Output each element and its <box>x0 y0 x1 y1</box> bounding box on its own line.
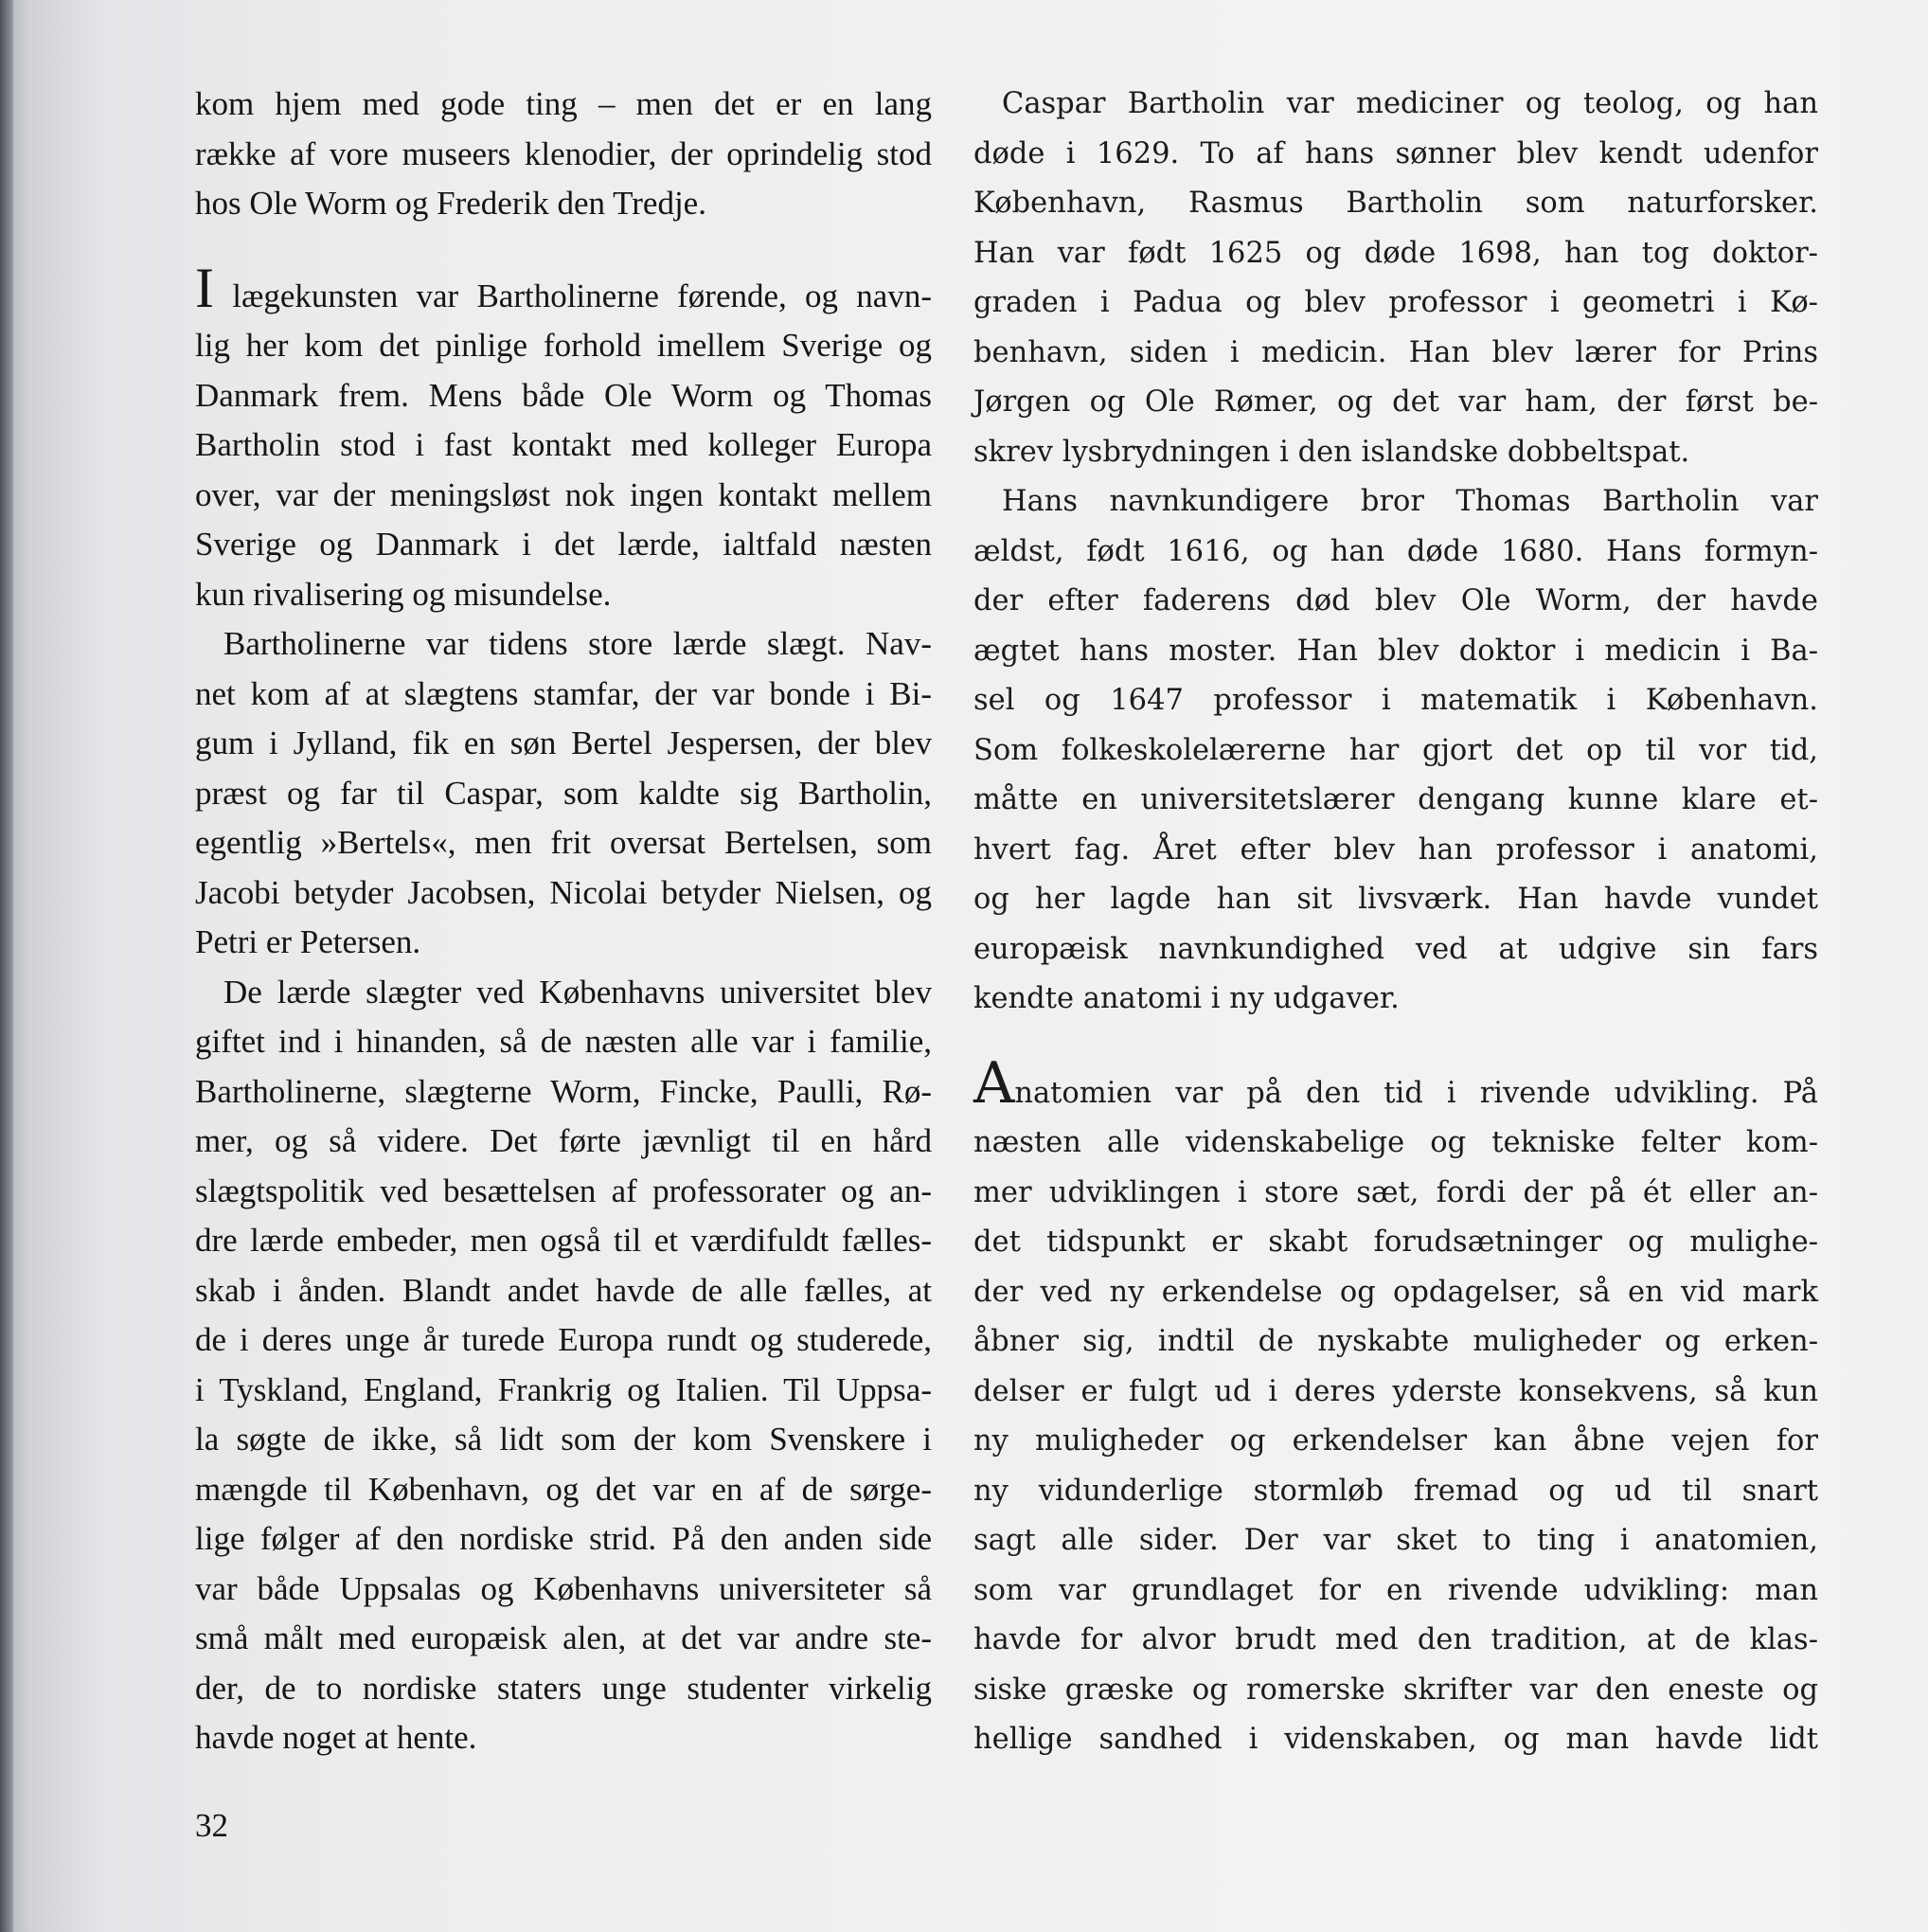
text-line: europæisk navnkundighed ved at udgive sin fars <box>973 932 1818 966</box>
text-line: præst og far til Caspar, som kaldte sig Bartholin, <box>195 774 932 812</box>
text-line: Caspar Bartholin var mediciner og teolog, og han <box>1002 87 1818 120</box>
text-line: skab i ånden. Blandt andet havde de alle fælles, at <box>195 1271 932 1309</box>
page-binding-edge <box>0 0 13 1932</box>
text-line: havde noget at hente. <box>195 1719 477 1756</box>
text-line: over, var der meningsløst nok ingen kontakt mellem <box>195 475 932 513</box>
text-line: åbner sig, indtil de nyskabte muligheder og erken- <box>973 1325 1818 1358</box>
text-line: ægtet hans moster. Han blev doktor i medicin i Ba- <box>973 634 1818 668</box>
text-line: og her lagde han sit livsværk. Han havde vundet <box>973 883 1818 916</box>
text-line: slægtspolitik ved besættelsen af professorater og an- <box>195 1172 932 1209</box>
text-line: hellige sandhed i videnskaben, og man havde lidt <box>973 1723 1818 1756</box>
text-line: havde for alvor brudt med den tradition, at de klas- <box>973 1623 1818 1656</box>
text-line: kun rivalisering og misundelse. <box>195 575 612 613</box>
text-line: mer, og så videre. Det førte jævnligt til en hård <box>195 1122 932 1159</box>
text-line: døde i 1629. To af hans sønner blev kendt udenfor <box>973 136 1818 170</box>
text-line: net kom af at slægtens stamfar, der var bonde i Bi- <box>195 674 932 712</box>
text-line: sel og 1647 professor i matematik i København. <box>973 684 1818 717</box>
text-line: Bartholin stod i fast kontakt med kolleger Europa <box>195 426 932 463</box>
text-line: måtte en universitetslærer dengang kunne klare et- <box>973 783 1818 816</box>
text-line: der ved ny erkendelse og opdagelser, så en vid mark <box>973 1275 1818 1309</box>
section-paragraph <box>195 256 932 620</box>
text-line: I lægekunsten var Bartholinerne førende, og navn- <box>195 256 932 319</box>
text-line: mængde til København, og det var en af de sørge- <box>195 1470 932 1508</box>
text-line: Petri er Petersen. <box>195 923 421 960</box>
text-line: Hans navnkundigere bror Thomas Bartholin var <box>1002 485 1818 518</box>
text-line: graden i Padua og blev professor i geometri i Kø- <box>973 286 1818 319</box>
text-line: række af vore museers klenodier, der oprindelig stod <box>195 134 932 172</box>
text-line: der, de to nordiske staters unge studenter virkelig <box>195 1669 932 1707</box>
text-line: delser er fulgt ud i deres yderste konsekvens, så kun <box>973 1374 1818 1408</box>
text-line: skrev lysbrydningen i den islandske dobbeltspat. <box>973 435 1690 469</box>
slaegter-paragraph <box>195 968 932 1763</box>
text-line: Jacobi betyder Jacobsen, Nicolai betyder Nielsen, og <box>195 873 932 911</box>
text-line: hvert fag. Året efter blev han professor i anatomi, <box>973 832 1818 867</box>
text-line: la søgte de ikke, så lidt som der kom Svenskere i <box>195 1421 932 1458</box>
text-line: Danmark frem. Mens både Ole Worm og Thomas <box>195 376 932 414</box>
page-number: 32 <box>195 1807 228 1844</box>
text-line: lig her kom det pinlige forhold imellem Sverige og <box>195 327 932 364</box>
text-line: mer udviklingen i store sæt, fordi der på ét eller an- <box>973 1175 1818 1209</box>
text-line: næsten alle videnskabelige og tekniske felter kom- <box>973 1126 1818 1159</box>
text-line: som var grundlaget for en rivende udvikling: man <box>973 1573 1818 1607</box>
text-line: giftet ind i hinanden, så de næsten alle var i familie, <box>195 1023 932 1060</box>
text-line: benhavn, siden i medicin. Han blev lærer for Prins <box>973 335 1818 369</box>
left-column <box>195 80 932 1763</box>
text-line: små målt med europæisk alen, at det var andre ste- <box>195 1619 932 1656</box>
text-line: siske græske og romerske skrifter var den eneste og <box>973 1673 1818 1707</box>
text-line: var både Uppsalas og Københavns universiteter så <box>195 1569 932 1607</box>
text-line: De lærde slægter ved Københavns universitet blev <box>223 973 932 1011</box>
text-line: København, Rasmus Bartholin som naturforsker. <box>973 187 1818 220</box>
text-line: kendte anatomi i ny udgaver. <box>973 982 1400 1015</box>
section-paragraph <box>973 1049 1818 1765</box>
text-line: Bartholinerne var tidens store lærde slægt. Nav- <box>223 625 932 662</box>
text-line: Som folkeskolelærerne har gjort det op til vor tid, <box>973 733 1818 767</box>
right-column <box>973 80 1818 1765</box>
text-line: Han var født 1625 og døde 1698, han tog doktor- <box>973 236 1818 270</box>
text-line: gum i Jylland, fik en søn Bertel Jespersen, der blev <box>195 724 932 761</box>
thomas-paragraph <box>973 477 1818 1025</box>
text-line: Sverige og Danmark i det lærde, ialtfald næsten <box>195 526 932 563</box>
text-line: de i deres unge år turede Europa rundt og studerede, <box>195 1321 932 1358</box>
drop-cap: A <box>973 1049 1015 1117</box>
text-line: Anatomien var på den tid i rivende udvikling. På <box>973 1049 1818 1117</box>
text-line: der efter faderens død blev Ole Worm, der havde <box>973 584 1818 617</box>
text-line: ny muligheder og erkendelser kan åbne vejen for <box>973 1424 1818 1458</box>
text-line: dre lærde embeder, men også til et værdifuldt fælles- <box>195 1222 932 1259</box>
text-line: kom hjem med gode ting – men det er en lang <box>195 85 932 122</box>
text-line: Jørgen og Ole Rømer, og det var ham, der først be- <box>973 385 1818 419</box>
text-line: det tidspunkt er skabt forudsætninger og mulighe- <box>973 1225 1818 1259</box>
text-line: egentlig »Bertels«, men frit oversat Bertelsen, som <box>195 824 932 861</box>
drop-cap: I <box>195 256 214 319</box>
bartholinerne-paragraph <box>195 619 932 968</box>
text-line: hos Ole Worm og Frederik den Tredje. <box>195 185 706 222</box>
caspar-paragraph <box>973 80 1818 477</box>
continuation-paragraph <box>195 80 932 229</box>
text-line: lige følger af den nordiske strid. På den anden side <box>195 1520 932 1557</box>
text-line: Bartholinerne, slægterne Worm, Fincke, Paulli, Rø- <box>195 1072 932 1110</box>
text-line: sagt alle sider. Der var sket to ting i anatomien, <box>973 1524 1818 1557</box>
text-line: ny vidunderlige stormløb fremad og ud til snart <box>973 1474 1818 1508</box>
text-line: ældst, født 1616, og han døde 1680. Hans formyn- <box>973 534 1818 568</box>
text-line: i Tyskland, England, Frankrig og Italien. Til Uppsa- <box>195 1370 932 1408</box>
